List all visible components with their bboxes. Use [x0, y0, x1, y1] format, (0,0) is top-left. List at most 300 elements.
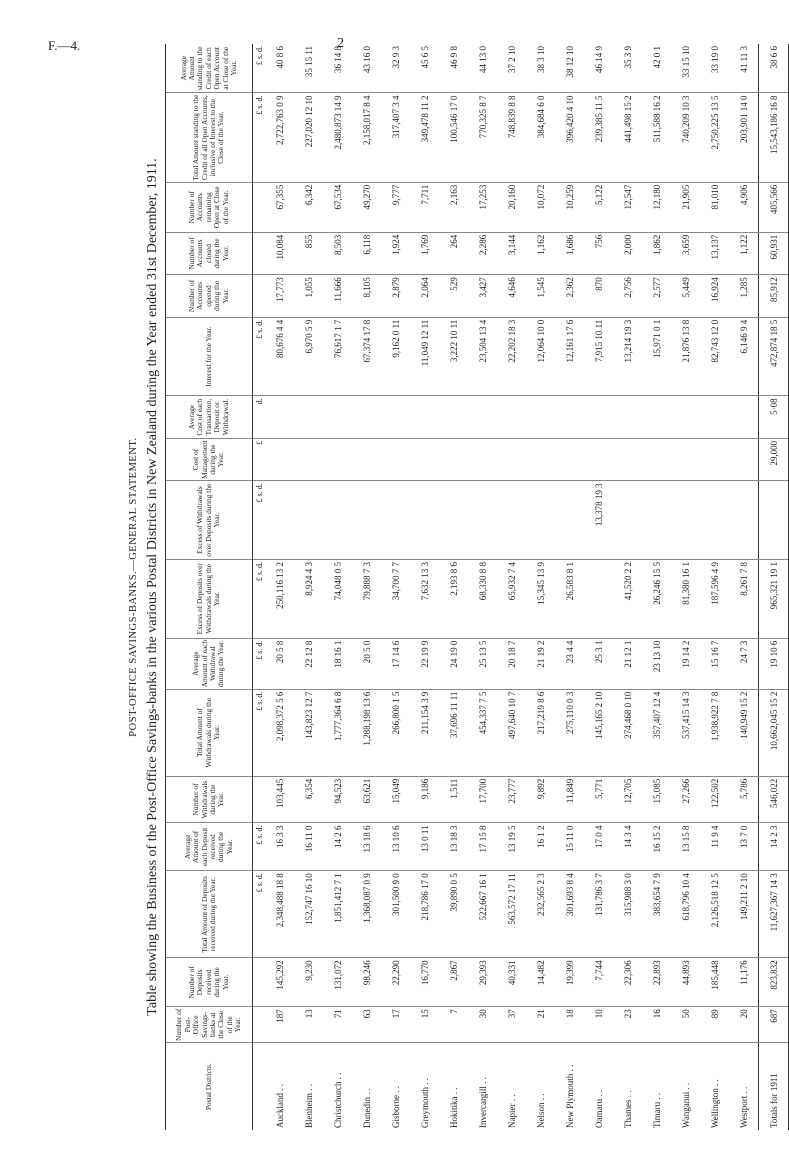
column-header: Excess of Withdrawals over Deposits during the Year. [166, 481, 253, 560]
table-cell: 21,905 [671, 182, 700, 232]
district-name: Napier . . [506, 1094, 517, 1128]
table-cell: 357,407 12 4 [642, 689, 671, 776]
table-cell [642, 438, 671, 481]
total-cell: 19 10 6 [759, 638, 789, 689]
table-cell: 2,722,763 0 9 [265, 93, 294, 182]
table-cell: 41,520 2 2 [613, 559, 642, 638]
table-cell [439, 396, 468, 439]
table-cell: 1,862 [642, 232, 671, 275]
statement-heading: POST-OFFICE SAVINGS-BANKS.—GENERAL STATEMENT. [128, 437, 139, 737]
table-cell: 50 [671, 1007, 700, 1043]
table-cell: 26,246 15 5 [642, 559, 671, 638]
unit-label: £ s. d. [253, 638, 266, 689]
table-cell [671, 481, 700, 560]
table-cell: 20 [729, 1007, 759, 1043]
table-cell: 203,901 14 0 [729, 93, 759, 182]
table-cell: 10,084 [265, 232, 294, 275]
table-cell: 80,676 4 4 [265, 317, 294, 396]
table-cell [642, 481, 671, 560]
table-cell: 44,893 [671, 958, 700, 1007]
table-cell: 6,342 [294, 182, 323, 232]
table-cell: 13 [294, 1007, 323, 1043]
table-cell: 2,348,488 18 8 [265, 871, 294, 958]
table-cell: 227,020 12 10 [294, 93, 323, 182]
district-name: Westport . . [738, 1086, 749, 1128]
table-cell: 41 11 3 [729, 44, 759, 93]
table-cell: 11,176 [729, 958, 759, 1007]
table-cell: 15,345 13 9 [526, 559, 555, 638]
table-cell: 12,064 10 0 [526, 317, 555, 396]
table-row [265, 44, 294, 1130]
table-row [642, 44, 671, 1130]
table-cell: 1,777,364 6 8 [323, 689, 352, 776]
table-cell: 40 8 6 [265, 44, 294, 93]
table-cell: 98,246 [352, 958, 381, 1007]
unit-label [253, 1007, 266, 1043]
unit-label: £ s. d. [253, 823, 266, 871]
table-cell: 4,646 [497, 275, 526, 318]
table-cell [294, 481, 323, 560]
table-cell: 740,209 10 3 [671, 93, 700, 182]
table-row [526, 44, 555, 1130]
total-cell: 472,874 18 5 [759, 317, 789, 396]
table-cell [381, 438, 410, 481]
table-cell: 131,786 3 7 [584, 871, 613, 958]
table-cell: 7,915 10 11 [584, 317, 613, 396]
total-cell: 60,931 [759, 232, 789, 275]
table-cell: 25 13 5 [468, 638, 497, 689]
unit-label: £ s. d. [253, 689, 266, 776]
table-cell: 275,110 0 3 [555, 689, 584, 776]
district-name: Thames . . [622, 1090, 633, 1128]
table-cell [497, 481, 526, 560]
table-cell: 76,617 1 7 [323, 317, 352, 396]
table-cell: 13 18 3 [439, 823, 468, 871]
table-cell: 13,378 19 3 [584, 481, 613, 560]
table-cell: 39,890 0 5 [439, 871, 468, 958]
total-cell: 965,321 19 1 [759, 559, 789, 638]
table-cell: 3,222 10 11 [439, 317, 468, 396]
table-cell: 2,879 [381, 275, 410, 318]
table-cell: 9,777 [381, 182, 410, 232]
table-cell: 17,253 [468, 182, 497, 232]
table-cell: 10 [584, 1007, 613, 1043]
table-cell: 3,427 [468, 275, 497, 318]
table-cell: 17 14 6 [381, 638, 410, 689]
table-row [323, 44, 352, 1130]
column-header: Total Amount standing to the Credit of all Open Accounts, inclusive of Interest to the Close of the Year. [166, 93, 253, 182]
table-cell: 5,449 [671, 275, 700, 318]
table-cell: 11 9 4 [700, 823, 729, 871]
table-cell: 11,849 [555, 776, 584, 823]
table-cell: 396,420 4 10 [555, 93, 584, 182]
table-cell [294, 438, 323, 481]
table-cell: 529 [439, 275, 468, 318]
table-cell: 8,105 [352, 275, 381, 318]
table-cell: 17,773 [265, 275, 294, 318]
district-name: Timaru . . [651, 1092, 662, 1128]
table-cell: 2,577 [642, 275, 671, 318]
table-cell: 618,796 10 4 [671, 871, 700, 958]
page-reference: F.—4. [48, 38, 81, 53]
table-cell: 2,480,873 14 9 [323, 93, 352, 182]
district-name: Gisborne . . [390, 1086, 401, 1128]
table-cell: 2,000 [613, 232, 642, 275]
table-cell: 45 6 5 [410, 44, 439, 93]
table-cell: 522,667 16 1 [468, 871, 497, 958]
table-cell: 19,399 [555, 958, 584, 1007]
table-cell: 32 9 3 [381, 44, 410, 93]
table-cell: 15,971 0 1 [642, 317, 671, 396]
table-cell: 14 3 4 [613, 823, 642, 871]
table-cell: 12,547 [613, 182, 642, 232]
table-cell: 46 14 9 [584, 44, 613, 93]
column-header: Average Amount of each Deposit received during the Year. [166, 823, 253, 871]
table-cell: 18 16 1 [323, 638, 352, 689]
table-cell: 20 5 8 [265, 638, 294, 689]
table-cell: 1,769 [410, 232, 439, 275]
table-cell: 16 3 3 [265, 823, 294, 871]
total-cell: 15,543,186 16 8 [759, 93, 789, 182]
table-cell [642, 396, 671, 439]
unit-label: £ s. d. [253, 871, 266, 958]
table-cell: 5,786 [729, 776, 759, 823]
table-cell [526, 396, 555, 439]
column-header: Total Amount of Deposits received during the Year. [166, 871, 253, 958]
table-cell: 22,893 [642, 958, 671, 1007]
total-cell: 38 6 6 [759, 44, 789, 93]
district-name: Oamaru . . [593, 1090, 604, 1128]
table-cell [584, 559, 613, 638]
table-cell: 33 19 0 [700, 44, 729, 93]
header-row [166, 44, 253, 1130]
table-cell: 23 [613, 1007, 642, 1043]
table-cell: 12,705 [613, 776, 642, 823]
table-cell [381, 481, 410, 560]
table-cell: 145,292 [265, 958, 294, 1007]
table-cell: 2,362 [555, 275, 584, 318]
table-cell: 16 1 2 [526, 823, 555, 871]
column-header: Excess of Deposits over Withdrawals during the Year. [166, 559, 253, 638]
total-cell: 687 [759, 1007, 789, 1043]
table-cell: 1,511 [439, 776, 468, 823]
table-cell [265, 481, 294, 560]
table-row [468, 44, 497, 1130]
table-cell: 497,640 10 7 [497, 689, 526, 776]
column-header: Total Amount of Withdrawals during the Year. [166, 689, 253, 776]
savings-bank-table [165, 44, 789, 1130]
table-cell: 1,368,087 0 9 [352, 871, 381, 958]
table-cell: 22 19 9 [410, 638, 439, 689]
table-row [497, 44, 526, 1130]
table-cell: 94,523 [323, 776, 352, 823]
table-cell: 217,219 8 6 [526, 689, 555, 776]
column-header: Number of Deposits received during the Year. [166, 958, 253, 1007]
column-header: Cost of Management during the Year. [166, 438, 253, 481]
table-cell: 2,867 [439, 958, 468, 1007]
column-header: Number of Accounts remaining Open at Close of the Year. [166, 182, 253, 232]
table-cell: 21 12 1 [613, 638, 642, 689]
unit-label: d. [253, 396, 266, 439]
table-cell [468, 481, 497, 560]
table-cell: 7,711 [410, 182, 439, 232]
table-cell: 748,839 8 8 [497, 93, 526, 182]
table-cell [352, 481, 381, 560]
table-cell: 22,202 18 3 [497, 317, 526, 396]
table-cell: 34,700 7 7 [381, 559, 410, 638]
unit-label: £ s. d. [253, 559, 266, 638]
table-cell [555, 396, 584, 439]
table-cell: 9,186 [410, 776, 439, 823]
unit-label [253, 958, 266, 1007]
table-cell [671, 396, 700, 439]
total-cell: 14 2 3 [759, 823, 789, 871]
table-cell: 26,583 8 1 [555, 559, 584, 638]
table-cell: 9,230 [294, 958, 323, 1007]
table-cell [613, 396, 642, 439]
table-cell [555, 481, 584, 560]
table-cell: 18 [555, 1007, 584, 1043]
table-cell: 15 [410, 1007, 439, 1043]
table-row [294, 44, 323, 1130]
table-cell: 2,163 [439, 182, 468, 232]
page-number: 2 [337, 36, 344, 51]
table-cell: 13 7 0 [729, 823, 759, 871]
table-row [439, 44, 468, 1130]
district-name: Greymouth . . [419, 1078, 430, 1128]
column-header: Number of Accounts closed during the Year. [166, 232, 253, 275]
table-cell: 2,756 [613, 275, 642, 318]
table-cell: 13,137 [700, 232, 729, 275]
table-cell: 21,876 13 8 [671, 317, 700, 396]
table-cell: 16,924 [700, 275, 729, 318]
district-name: Blenheim . . [303, 1084, 314, 1128]
total-cell: 11,627,367 14 3 [759, 871, 789, 958]
table-cell: 7,744 [584, 958, 613, 1007]
table-cell: 22,306 [613, 958, 642, 1007]
column-header: Average Amount of each Withdrawal during the Year. [166, 638, 253, 689]
district-name: Hokitika . . [448, 1087, 459, 1128]
table-cell: 1,851,412 7 1 [323, 871, 352, 958]
table-cell: 42 0 1 [642, 44, 671, 93]
table-cell: 185,448 [700, 958, 729, 1007]
table-row [729, 44, 759, 1130]
table-cell [584, 396, 613, 439]
table-cell: 22 12 8 [294, 638, 323, 689]
table-cell [468, 396, 497, 439]
table-cell: 2,158,017 8 4 [352, 93, 381, 182]
district-name: Wellington . . [709, 1079, 720, 1128]
table-cell: 1,924 [381, 232, 410, 275]
total-cell [759, 481, 789, 560]
table-cell: 82,743 12 0 [700, 317, 729, 396]
table-cell: 35 3 9 [613, 44, 642, 93]
table-cell: 301,693 8 4 [555, 871, 584, 958]
column-header: Average Amount standing to the Credit of each Open Account at Close of the Year. [166, 44, 253, 93]
table-cell: 266,800 1 5 [381, 689, 410, 776]
table-cell: 67,355 [265, 182, 294, 232]
table-cell: 7 [439, 1007, 468, 1043]
table-cell: 23,777 [497, 776, 526, 823]
table-cell: 14 2 6 [323, 823, 352, 871]
column-header: Interest for the Year. [166, 317, 253, 396]
table-cell: 1,285 [729, 275, 759, 318]
table-title: Table showing the Business of the Post-Office Savings-banks in the various Postal Districts in New Zealand during the Year ended 31st December, 1911. [145, 158, 160, 1016]
table-cell: 870 [584, 275, 613, 318]
table-row [613, 44, 642, 1130]
table-cell [323, 396, 352, 439]
district-name: New Plymouth . . [564, 1064, 575, 1128]
table-cell: 20 5 0 [352, 638, 381, 689]
table-cell: 12,180 [642, 182, 671, 232]
table-cell: 21 19 2 [526, 638, 555, 689]
table-cell: 11,666 [323, 275, 352, 318]
total-cell: 5·08 [759, 396, 789, 439]
table-cell [613, 438, 642, 481]
column-header: Average Cost of each Transaction, Deposit or Withdrawal. [166, 396, 253, 439]
column-header: Number of Post-Office Savings-banks at the Close of the Year. [166, 1007, 253, 1043]
table-cell: 15,049 [381, 776, 410, 823]
table-body [265, 44, 789, 1130]
table-cell: 13 10 6 [381, 823, 410, 871]
table-cell: 218,786 17 0 [410, 871, 439, 958]
table-cell: 2,286 [468, 232, 497, 275]
table-cell: 43 16 0 [352, 44, 381, 93]
table-cell: 36 14 8 [323, 44, 352, 93]
unit-label [253, 182, 266, 232]
table-cell [265, 396, 294, 439]
table-cell: 30 [468, 1007, 497, 1043]
column-header: Postal Districts. [166, 1043, 253, 1130]
table-cell: 24 19 0 [439, 638, 468, 689]
units-row [253, 44, 266, 1130]
table-row [381, 44, 410, 1130]
table-cell [410, 481, 439, 560]
table-cell: 44 13 0 [468, 44, 497, 93]
table-cell: 1,162 [526, 232, 555, 275]
table-cell: 63 [352, 1007, 381, 1043]
table-cell [700, 438, 729, 481]
table-cell [526, 438, 555, 481]
table-cell: 149,211 2 10 [729, 871, 759, 958]
table-cell: 46 9 8 [439, 44, 468, 93]
table-cell: 143,823 12 7 [294, 689, 323, 776]
table-cell [700, 396, 729, 439]
table-cell: 67,374 17 8 [352, 317, 381, 396]
table-cell: 37 2 10 [497, 44, 526, 93]
table-cell: 11,049 12 11 [410, 317, 439, 396]
table-cell: 6,118 [352, 232, 381, 275]
table-cell [439, 438, 468, 481]
table-cell: 274,468 0 10 [613, 689, 642, 776]
table-cell: 250,116 13 2 [265, 559, 294, 638]
table-cell: 187,596 4 9 [700, 559, 729, 638]
table-cell: 79,888 7 3 [352, 559, 381, 638]
table-cell: 5,771 [584, 776, 613, 823]
table-cell: 10,072 [526, 182, 555, 232]
table-cell: 21 [526, 1007, 555, 1043]
table-cell: 17 [381, 1007, 410, 1043]
table-cell: 13,214 19 3 [613, 317, 642, 396]
table-cell: 16 11 0 [294, 823, 323, 871]
table-cell: 563,572 17 11 [497, 871, 526, 958]
table-cell: 17 0 4 [584, 823, 613, 871]
table-cell: 27,266 [671, 776, 700, 823]
table-cell: 454,337 7 5 [468, 689, 497, 776]
table-cell: 13 18 6 [352, 823, 381, 871]
table-cell: 37,696 11 11 [439, 689, 468, 776]
table-cell [671, 438, 700, 481]
table-cell: 16 15 2 [642, 823, 671, 871]
table-cell: 35 15 11 [294, 44, 323, 93]
table-cell: 1,938,922 7 8 [700, 689, 729, 776]
table-cell [265, 438, 294, 481]
table-cell: 100,546 17 0 [439, 93, 468, 182]
unit-label: £ s. d. [253, 317, 266, 396]
table-cell: 1,686 [555, 232, 584, 275]
table-cell: 2,750,225 13 5 [700, 93, 729, 182]
rotated-content [126, 44, 779, 1130]
table-cell: 232,565 2 3 [526, 871, 555, 958]
table-row [584, 44, 613, 1130]
table-cell: 7,632 13 3 [410, 559, 439, 638]
totals-label: Totals for 1911 [759, 1043, 789, 1130]
table-cell: 13 19 5 [497, 823, 526, 871]
table-cell: 3,144 [497, 232, 526, 275]
table-cell: 1,288,198 13 6 [352, 689, 381, 776]
table-cell: 756 [584, 232, 613, 275]
table-cell [497, 438, 526, 481]
table-cell: 17,700 [468, 776, 497, 823]
table-cell: 15,085 [642, 776, 671, 823]
table-cell [439, 481, 468, 560]
table-cell: 315,988 3 0 [613, 871, 642, 958]
table-cell: 6,146 9 4 [729, 317, 759, 396]
table-cell: 103,445 [265, 776, 294, 823]
table-cell: 8,503 [323, 232, 352, 275]
table-cell: 211,154 3 9 [410, 689, 439, 776]
table-cell: 81,010 [700, 182, 729, 232]
table-cell: 67,534 [323, 182, 352, 232]
district-name: Invercargill . . [477, 1077, 488, 1128]
table-cell [410, 396, 439, 439]
column-header: Number of Withdrawals during the Year. [166, 776, 253, 823]
table-cell: 187 [265, 1007, 294, 1043]
table-cell: 33 15 10 [671, 44, 700, 93]
table-cell: 239,385 11 5 [584, 93, 613, 182]
unit-label: £ s. d. [253, 44, 266, 93]
district-name: Christchurch . . [332, 1072, 343, 1128]
district-name: Wanganui . . [680, 1082, 691, 1128]
table-cell: 65,932 7 4 [497, 559, 526, 638]
table-cell [613, 481, 642, 560]
table-cell: 131,072 [323, 958, 352, 1007]
table-cell: 441,498 15 2 [613, 93, 642, 182]
table-cell: 22,290 [381, 958, 410, 1007]
table-cell [729, 438, 759, 481]
unit-label [253, 232, 266, 275]
table-header [166, 44, 266, 1130]
table-cell: 3,659 [671, 232, 700, 275]
table-cell: 17 15 8 [468, 823, 497, 871]
table-cell: 13 0 11 [410, 823, 439, 871]
table-cell: 23,504 13 4 [468, 317, 497, 396]
table-cell [352, 438, 381, 481]
table-cell: 152,747 16 10 [294, 871, 323, 958]
total-cell: 85,912 [759, 275, 789, 318]
table-cell: 2,064 [410, 275, 439, 318]
table-cell: 317,407 3 4 [381, 93, 410, 182]
